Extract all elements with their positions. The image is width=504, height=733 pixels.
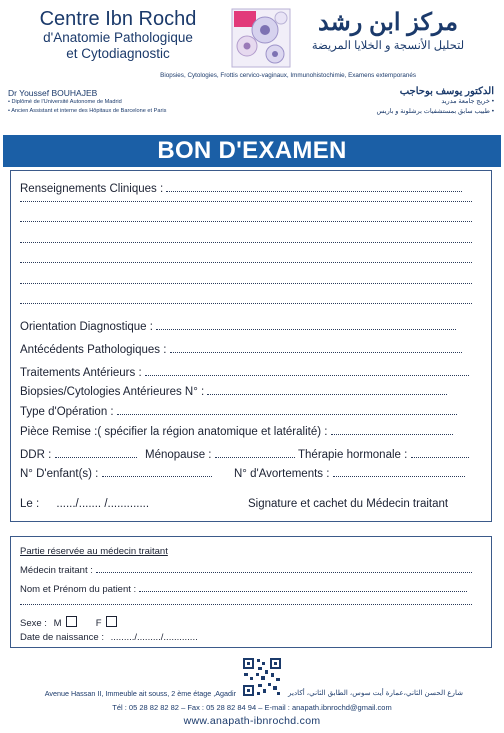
field-medecin-traitant[interactable] <box>20 564 472 576</box>
footer-address-fr: Avenue Hassan II, Immeuble ait souss, 2 ème étage ,Agadir <box>44 689 236 698</box>
reserved-title: Partie réservée au médecin traitant <box>20 546 168 557</box>
checkbox-sexe-m[interactable] <box>66 616 77 627</box>
field-nb-enfants[interactable] <box>20 467 212 480</box>
doctor-name-fr: Dr Youssef BOUHAJEB <box>8 88 98 98</box>
dots-medecin-traitant <box>96 564 472 573</box>
label-sexe-f: F <box>95 618 102 629</box>
field-therapie[interactable] <box>298 448 469 461</box>
cell-logo <box>231 8 291 68</box>
field-biopsies[interactable] <box>20 385 447 398</box>
title-banner <box>3 135 501 167</box>
label-medecin-traitant: Médecin traitant : <box>20 565 93 576</box>
dots-therapie <box>411 448 469 458</box>
field-date-naissance[interactable] <box>20 632 198 643</box>
doctor-credential-ar-1: • خريج جامعة مدريد <box>441 98 494 105</box>
lab-name-fr-line3: et Cytodiagnostic <box>66 46 170 61</box>
label-date-naissance: Date de naissance : <box>20 632 104 643</box>
qr-code <box>242 657 282 697</box>
label-sexe: Sexe : <box>20 618 47 629</box>
dots-ddr <box>55 448 137 458</box>
label-nb-enfants: N° D'enfant(s) : <box>20 468 99 480</box>
field-sexe[interactable] <box>20 616 117 629</box>
doctor-name-ar: الدكتور يوسف بوحاجب <box>399 86 494 97</box>
blank-line[interactable] <box>20 303 472 304</box>
field-orientation[interactable] <box>20 320 456 333</box>
field-menopause[interactable] <box>145 448 295 461</box>
doctor-credential-ar-2: • طبيب سابق بمستشفيات برشلونة و باريس <box>376 108 494 115</box>
label-ddr: DDR : <box>20 449 52 461</box>
dots-traitements <box>145 366 469 376</box>
dots-nom-patient <box>139 583 467 592</box>
signature-label: Signature et cachet du Médecin traitant <box>248 498 449 510</box>
dots-orientation <box>156 320 456 330</box>
footer-address-ar: شارع الحسن الثاني،عمارة أيت سوس، الطابق الثاني، أكادير <box>288 688 464 697</box>
services-list: Biopsies, Cytologies, Frottis cervico-vaginaux, Immunohistochimie, Examens extemporanés <box>160 72 416 79</box>
blank-line[interactable] <box>20 283 472 284</box>
lab-name-fr-line1: Centre Ibn Rochd <box>39 8 197 30</box>
label-renseignements: Renseignements Cliniques : <box>20 183 164 195</box>
document-title: BON D'EXAMEN <box>157 137 347 164</box>
label-menopause: Ménopause : <box>145 449 212 461</box>
label-orientation: Orientation Diagnostique : <box>20 321 153 333</box>
field-renseignements[interactable] <box>20 182 462 195</box>
lab-name-ar <box>288 8 488 54</box>
label-biopsies: Biopsies/Cytologies Antérieures N° : <box>20 386 205 398</box>
dots-nb-avortements <box>333 467 465 477</box>
label-nom-patient: Nom et Prénom du patient : <box>20 584 137 595</box>
field-nb-avortements[interactable] <box>234 467 465 480</box>
doctor-credential-fr-2: • Ancien Assistant et interne des Hôpitaux de Barcelone et Paris <box>8 108 167 114</box>
checkbox-sexe-f[interactable] <box>106 616 117 627</box>
field-traitements[interactable] <box>20 366 469 379</box>
dots-antecedents <box>170 343 462 353</box>
footer-contact: Tél : 05 28 82 82 82 – Fax : 05 28 82 84 94 – E-mail : anapath.ibnrochd@gmail.com <box>112 703 392 712</box>
dots-menopause <box>215 448 295 458</box>
blank-line[interactable] <box>20 201 472 202</box>
label-type-operation: Type d'Opération : <box>20 406 114 418</box>
lab-name-ar-line1: مركز ابن رشد <box>317 9 458 36</box>
doctor-info-ar <box>376 86 494 117</box>
lab-name-ar-line2: لتحليل الأنسجة و الخلايا المريضة <box>311 40 465 52</box>
label-antecedents: Antécédents Pathologiques : <box>20 344 167 356</box>
label-date: Le : <box>20 498 40 510</box>
doctor-info-fr <box>8 88 166 116</box>
field-ddr[interactable] <box>20 448 137 461</box>
field-antecedents[interactable] <box>20 343 462 356</box>
date-field[interactable] <box>20 498 149 510</box>
field-nom-patient[interactable] <box>20 583 467 595</box>
date-placeholder: ....../....... /............. <box>56 498 150 510</box>
label-traitements: Traitements Antérieurs : <box>20 367 142 379</box>
lab-name-fr <box>18 8 218 62</box>
label-nb-avortements: N° d'Avortements : <box>234 468 330 480</box>
blank-line[interactable] <box>20 221 472 222</box>
label-piece-remise: Pièce Remise :( spécifier la région anatomique et latéralité) : <box>20 426 328 438</box>
blank-line[interactable] <box>20 262 472 263</box>
label-therapie: Thérapie hormonale : <box>298 449 408 461</box>
lab-name-fr-line2: d'Anatomie Pathologique <box>43 30 193 45</box>
blank-line[interactable] <box>20 604 472 605</box>
blank-line[interactable] <box>20 242 472 243</box>
dots-biopsies <box>207 385 447 395</box>
dots-piece-remise <box>331 425 453 435</box>
footer-website[interactable]: www.anapath-ibnrochd.com <box>183 715 321 727</box>
field-piece-remise[interactable] <box>20 425 453 438</box>
label-sexe-m: M <box>53 618 62 629</box>
dots-type-operation <box>117 405 457 415</box>
field-type-operation[interactable] <box>20 405 457 418</box>
dots-renseignements <box>166 182 462 192</box>
doctor-credential-fr-1: • Diplômé de l'Université Autonome de Madrid <box>8 99 122 105</box>
date-naissance-placeholder: ........./........./............. <box>110 632 198 643</box>
dots-nb-enfants <box>102 467 212 477</box>
